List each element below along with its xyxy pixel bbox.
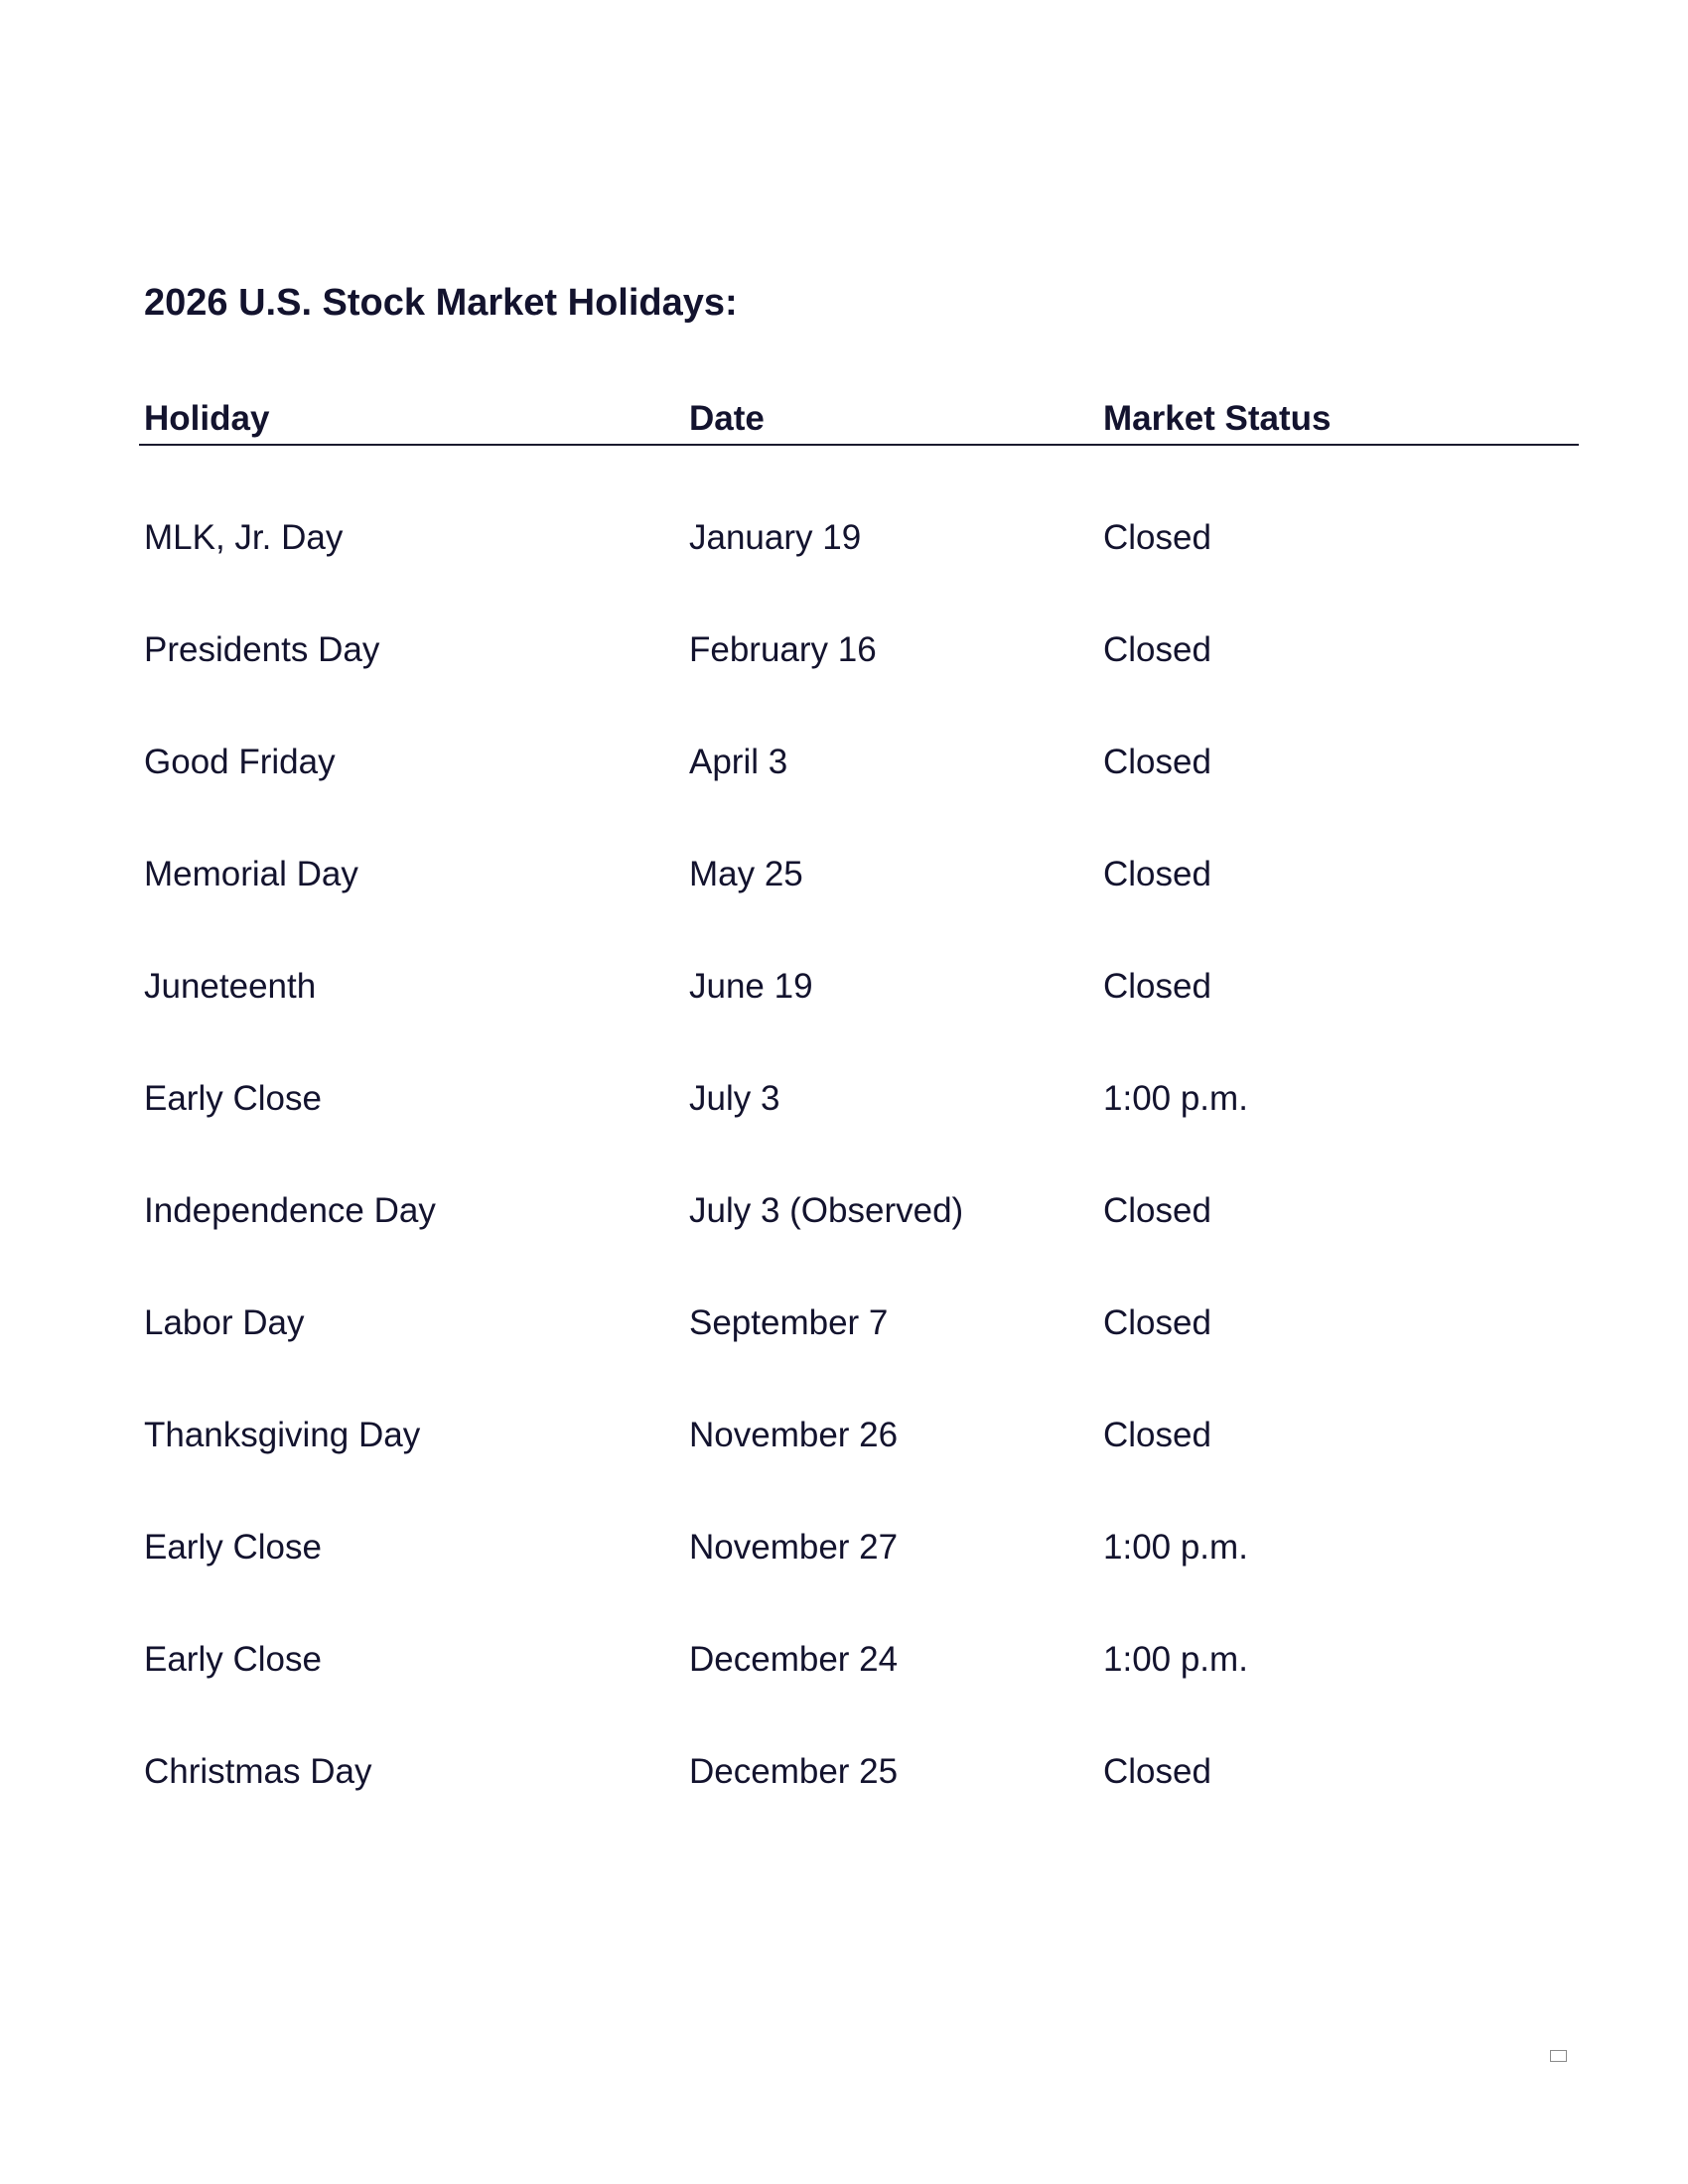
- status-cell: Closed: [1103, 1303, 1211, 1342]
- date-cell: November 26: [689, 1416, 899, 1454]
- holiday-cell: Early Close: [144, 1079, 322, 1118]
- holiday-cell: MLK, Jr. Day: [144, 518, 344, 557]
- status-cell: Closed: [1103, 1752, 1211, 1791]
- table-row: [139, 609, 1579, 721]
- table-row: [139, 1394, 1579, 1506]
- page-title: 2026 U.S. Stock Market Holidays:: [144, 282, 738, 324]
- date-cell: December 25: [689, 1752, 899, 1791]
- table-row: [139, 496, 1579, 609]
- holiday-cell: Thanksgiving Day: [144, 1416, 421, 1454]
- date-cell: January 19: [689, 518, 862, 557]
- date-cell: July 3: [689, 1079, 780, 1118]
- column-header-market-status: Market Status: [1103, 399, 1332, 438]
- status-cell: Closed: [1103, 1191, 1211, 1230]
- holiday-cell: Independence Day: [144, 1191, 436, 1230]
- status-cell: 1:00 p.m.: [1103, 1079, 1248, 1118]
- page-marker-icon: [1550, 2050, 1567, 2062]
- status-cell: 1:00 p.m.: [1103, 1528, 1248, 1567]
- status-cell: 1:00 p.m.: [1103, 1640, 1248, 1679]
- holiday-cell: Juneteenth: [144, 967, 317, 1006]
- holiday-cell: Memorial Day: [144, 855, 358, 893]
- table-row: [139, 1282, 1579, 1394]
- date-cell: November 27: [689, 1528, 899, 1567]
- date-cell: September 7: [689, 1303, 889, 1342]
- holiday-cell: Labor Day: [144, 1303, 305, 1342]
- table-row: [139, 945, 1579, 1057]
- date-cell: February 16: [689, 630, 877, 669]
- table-row: [139, 1169, 1579, 1282]
- table-row: [139, 1618, 1579, 1730]
- status-cell: Closed: [1103, 1416, 1211, 1454]
- table-body: [139, 496, 1579, 1843]
- status-cell: Closed: [1103, 967, 1211, 1006]
- status-cell: Closed: [1103, 518, 1211, 557]
- status-cell: Closed: [1103, 630, 1211, 669]
- holiday-cell: Christmas Day: [144, 1752, 372, 1791]
- status-cell: Closed: [1103, 855, 1211, 893]
- table-row: [139, 1057, 1579, 1169]
- table-row: [139, 721, 1579, 833]
- table-row: [139, 833, 1579, 945]
- holiday-cell: Good Friday: [144, 743, 336, 781]
- table-row: [139, 1506, 1579, 1618]
- date-cell: May 25: [689, 855, 803, 893]
- date-cell: December 24: [689, 1640, 899, 1679]
- holiday-cell: Early Close: [144, 1640, 322, 1679]
- table-row: [139, 1730, 1579, 1843]
- date-cell: June 19: [689, 967, 813, 1006]
- status-cell: Closed: [1103, 743, 1211, 781]
- column-header-date: Date: [689, 399, 765, 438]
- date-cell: July 3 (Observed): [689, 1191, 964, 1230]
- holiday-cell: Early Close: [144, 1528, 322, 1567]
- date-cell: April 3: [689, 743, 788, 781]
- table-header: [139, 397, 1579, 446]
- holiday-cell: Presidents Day: [144, 630, 380, 669]
- column-header-holiday: Holiday: [144, 399, 270, 438]
